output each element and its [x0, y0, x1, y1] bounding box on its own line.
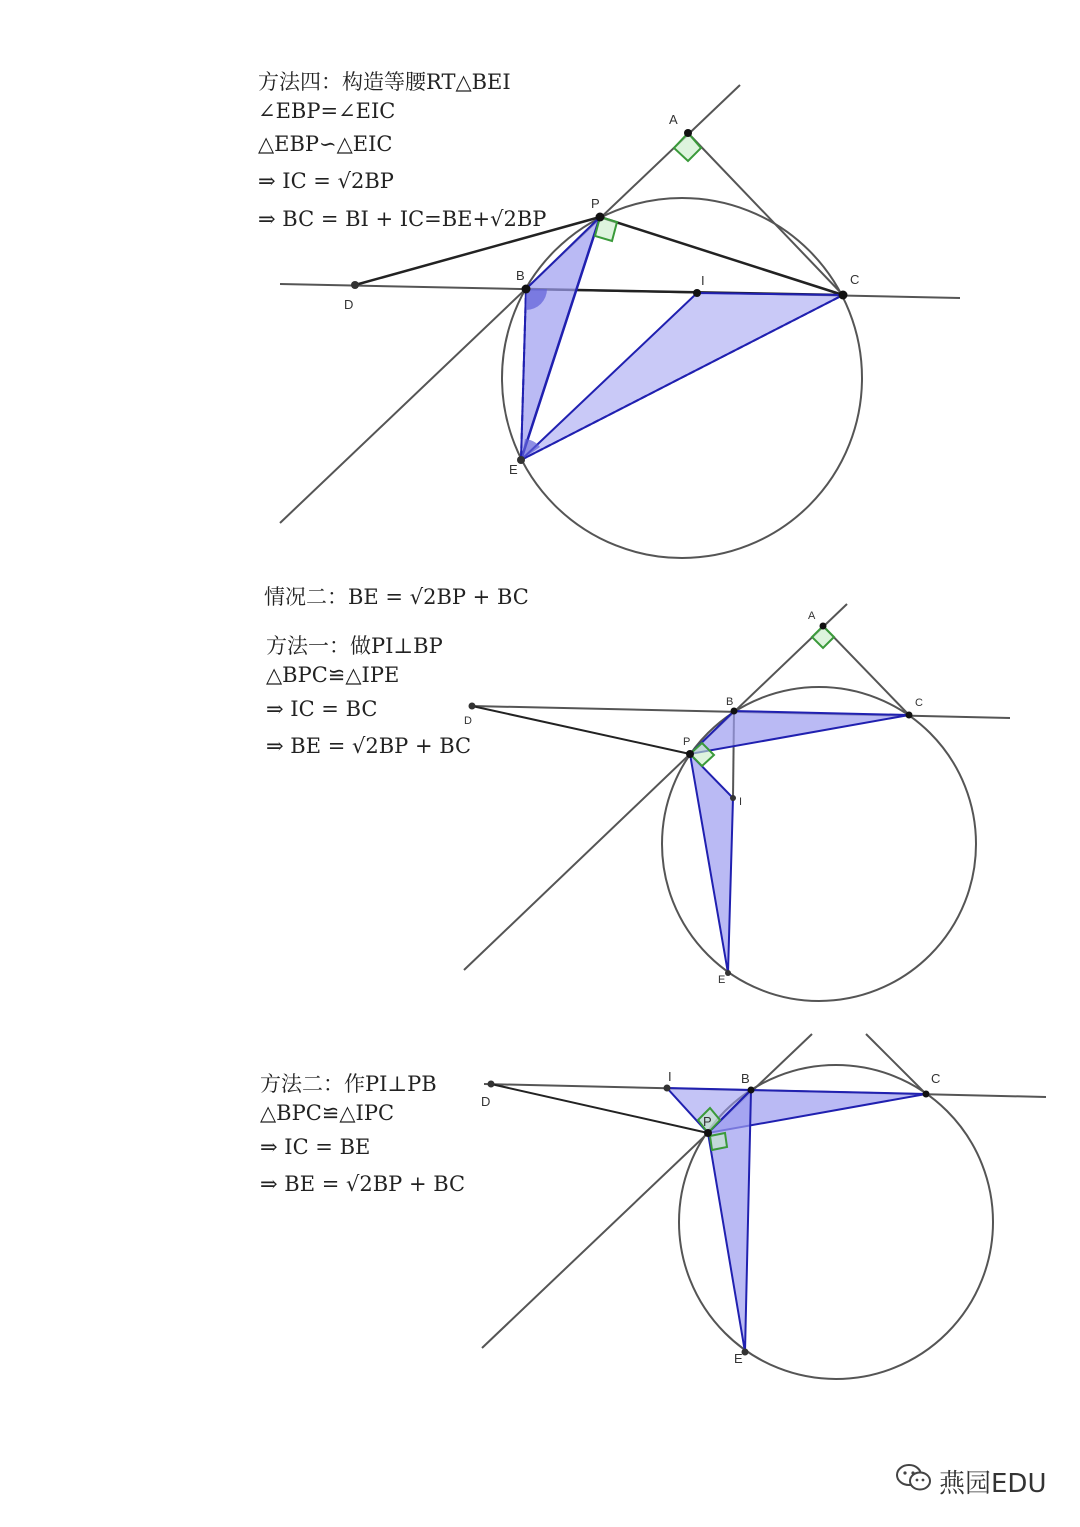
point-a-2	[820, 623, 827, 630]
point-b-3	[748, 1087, 755, 1094]
point-e-2	[725, 970, 731, 976]
case2-heading: 情况二：BE = √2BP + BC	[264, 585, 529, 609]
congruent-triangles: △BPC≌△IPE	[266, 663, 400, 687]
line-ac-2	[823, 626, 909, 715]
watermark	[895, 1462, 1046, 1501]
ic-result: ⇒ IC = √2BP	[258, 169, 394, 193]
label-e-2: E	[718, 974, 726, 986]
point-d-3	[488, 1081, 495, 1088]
point-i-3	[664, 1085, 671, 1092]
label-a-2: A	[808, 610, 816, 622]
point-p-1	[596, 213, 605, 222]
line-ab-2	[464, 604, 847, 970]
point-b-1	[522, 285, 531, 294]
label-e-3: E	[734, 1351, 743, 1366]
ic-equals-be: ⇒ IC = BE	[260, 1135, 371, 1159]
method4-title: 方法四：构造等腰RT△BEI	[258, 70, 511, 94]
point-b-2	[731, 708, 738, 715]
wechat-icon	[895, 1462, 933, 1501]
point-d-2	[469, 703, 476, 710]
triangle-pbe-3	[708, 1090, 751, 1352]
line-ac-3	[866, 1034, 926, 1094]
watermark-text: 燕园EDU	[939, 1469, 1047, 1499]
label-b-2: B	[726, 696, 734, 708]
point-i-2	[730, 795, 736, 801]
label-i-3: I	[668, 1069, 672, 1084]
label-c-2: C	[915, 697, 923, 709]
triangle-bpc-2	[690, 711, 909, 754]
method2-title: 方法二：作PI⊥PB	[260, 1072, 437, 1096]
bc-result: ⇒ BC = BI + IC=BE+√2BP	[258, 207, 547, 231]
point-c-1	[839, 291, 848, 300]
point-e-1	[517, 456, 525, 464]
label-p-2: P	[683, 736, 691, 748]
line-ab-3	[482, 1034, 812, 1348]
label-c-3: C	[931, 1071, 941, 1086]
label-d-3: D	[481, 1094, 491, 1109]
angle-equality: ∠EBP=∠EIC	[258, 99, 396, 123]
be-result-2: ⇒ BE = √2BP + BC	[260, 1172, 466, 1196]
point-p-2	[686, 750, 694, 758]
ic-equals-bc: ⇒ IC = BC	[266, 697, 378, 721]
point-c-2	[906, 712, 913, 719]
label-b-3: B	[741, 1071, 750, 1086]
figure-2	[464, 604, 1010, 1001]
point-c-3	[923, 1091, 930, 1098]
label-d-1: D	[344, 297, 354, 312]
label-i-2: I	[739, 796, 743, 808]
right-angle-a-1	[674, 133, 701, 161]
label-p-3: P	[703, 1114, 712, 1129]
point-d-1	[351, 281, 359, 289]
label-i-1: I	[701, 273, 705, 288]
point-p-3	[704, 1129, 712, 1137]
label-b-1: B	[516, 268, 525, 283]
similar-triangles: △EBP∽△EIC	[258, 132, 393, 156]
congruent-triangles-2: △BPC≌△IPC	[260, 1101, 395, 1125]
figure-1	[280, 85, 960, 558]
point-a-1	[684, 129, 692, 137]
point-i-1	[693, 289, 701, 297]
figure-3	[481, 1034, 1046, 1379]
be-result: ⇒ BE = √2BP + BC	[266, 734, 472, 758]
label-d-2: D	[464, 715, 472, 727]
segment-dp-2	[472, 706, 690, 754]
label-a-1: A	[669, 112, 678, 127]
label-e-1: E	[509, 462, 518, 477]
label-p-1: P	[591, 196, 600, 211]
method1-title: 方法一：做PI⊥BP	[266, 634, 443, 658]
right-angle-p-3b	[710, 1133, 727, 1150]
triangle-ipe-2	[690, 754, 733, 973]
label-c-1: C	[850, 272, 860, 287]
